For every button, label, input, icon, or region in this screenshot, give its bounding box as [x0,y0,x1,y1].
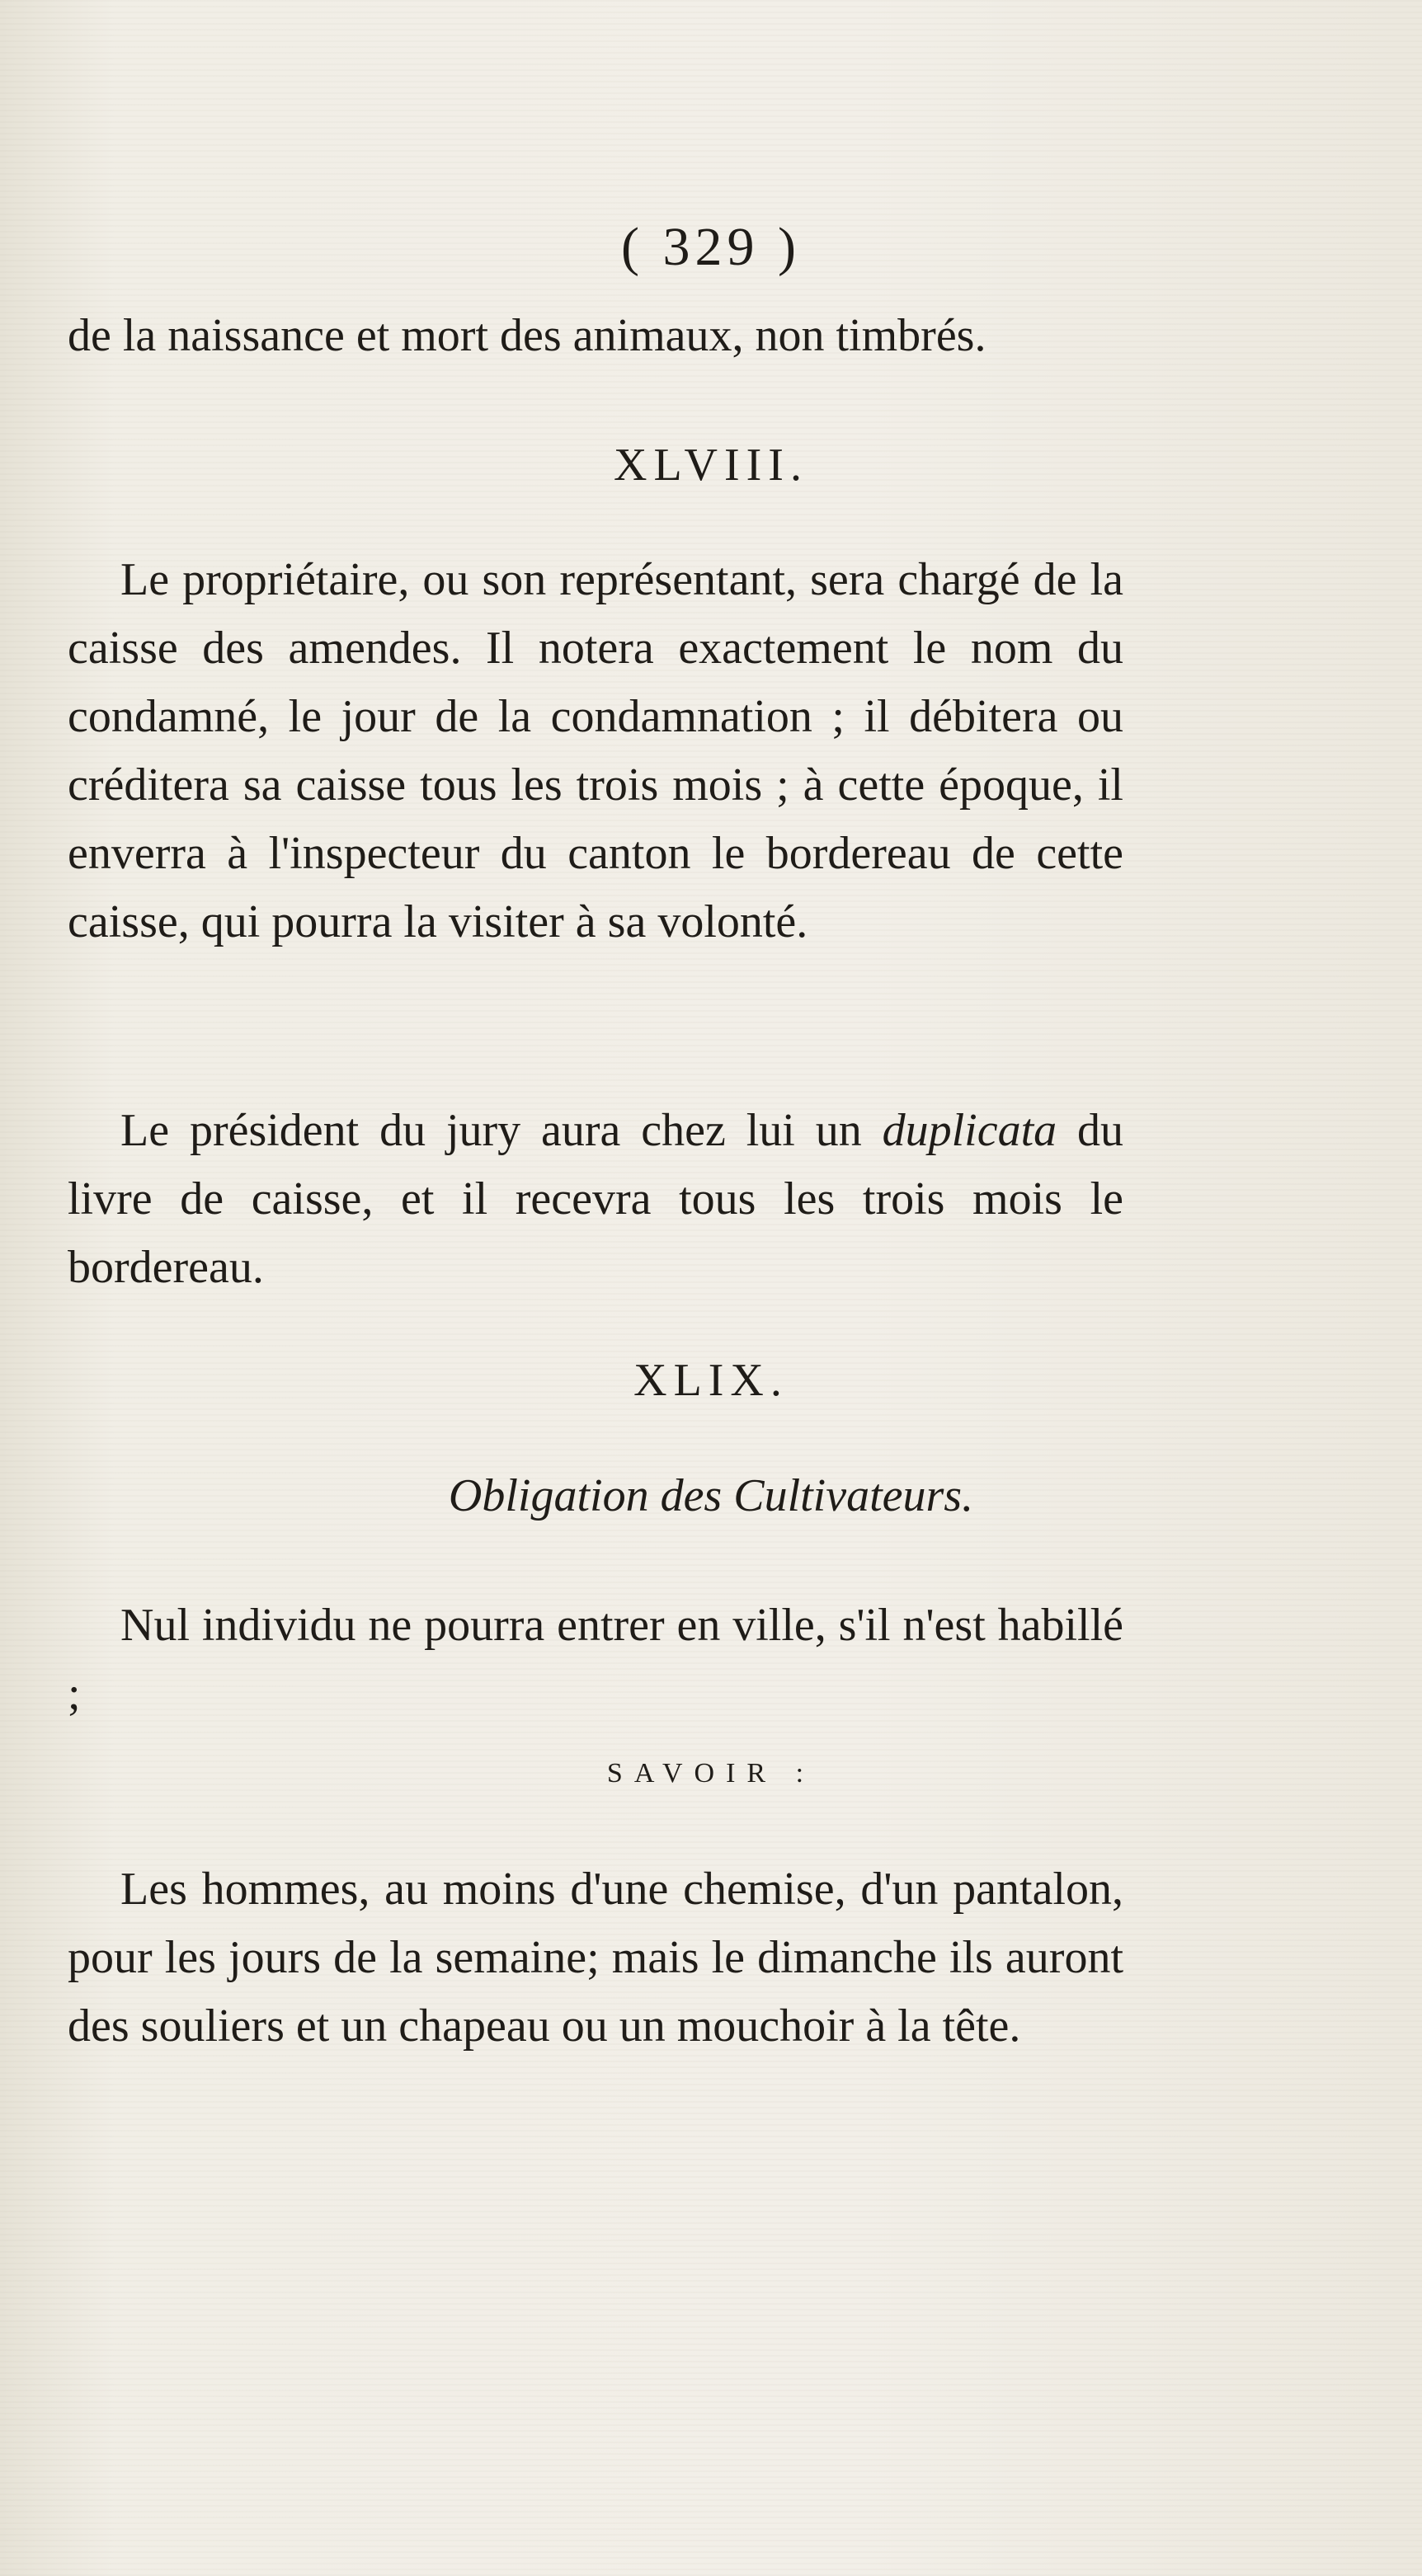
article-48-paragraph-1-block [68,546,1123,957]
article-49-paragraph-2: Les hommes, au moins d'une chemise, d'un pantalon, pour les jours de la semaine; mais le dimanche ils auront des souliers et un chapeau ou un mouchoir à la tête. [68,1864,1123,2052]
article-49-heading: XLIX. [633,1355,789,1406]
article-49-paragraph-2-block [68,1855,1123,2061]
article-49-title: Obligation des Cultivateurs. [448,1470,974,1521]
article-49-paragraph-1: Nul individu ne pourra entrer en ville, s'il n'est habillé ; [68,1600,1123,1719]
article-48-paragraph-2-block [68,1097,1123,1302]
article-48-paragraph-2 [68,1097,1123,1302]
opening-paragraph: de la naissance et mort des animaux, non timbrés. [68,310,986,361]
duplicata-term: duplicata [882,1105,1057,1156]
article-49-paragraph-1-block [68,1591,1123,1728]
paragraph-2-text-start: Le président du jury aura chez lui un [120,1105,883,1156]
paragraph-2-text-end: du livre de caisse, et il recevra tous les trois mois le bordereau. [68,1105,1123,1293]
page-number: ( 329 ) [621,217,801,277]
article-48-paragraph-1: Le propriétaire, ou son représentant, sera chargé de la caisse des amendes. Il notera exactement le nom du condamné, le jour de la condamnation ; il débitera ou créditera sa caisse tous les trois mois ; à cette époque, il enverra à l'inspecteur du canton le bordereau de cette caisse, qui pourra la visiter à sa volonté. [68,554,1123,947]
article-48-heading: XLVIII. [614,440,808,491]
savoir-label: SAVOIR : [606,1758,816,1789]
opening-text-block [68,302,1123,370]
